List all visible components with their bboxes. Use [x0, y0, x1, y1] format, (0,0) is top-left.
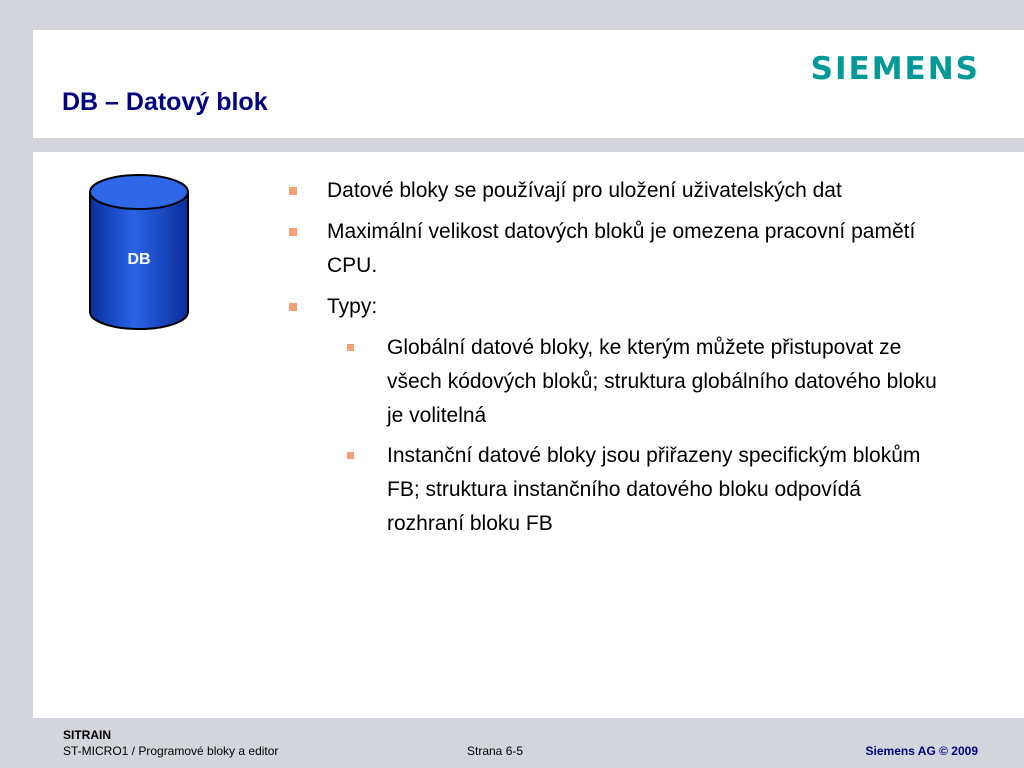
slide-footer: [33, 718, 1024, 768]
footer-copyright: Siemens AG © 2009: [865, 744, 978, 758]
square-bullet-icon: [347, 344, 354, 351]
sub-bullet-item: [283, 439, 943, 541]
bullet-text: Maximální velikost datových bloků je omezena pracovní pamětí CPU.: [327, 220, 916, 277]
square-bullet-icon: [289, 187, 297, 195]
sub-bullet-item: [283, 331, 943, 433]
square-bullet-icon: [289, 303, 297, 311]
database-cylinder-icon: [87, 172, 191, 332]
bullet-item: [283, 215, 943, 283]
square-bullet-icon: [347, 452, 354, 459]
bullet-item: [283, 290, 943, 324]
square-bullet-icon: [289, 228, 297, 236]
bullet-text: Typy:: [327, 295, 378, 318]
db-label: DB: [127, 251, 151, 268]
page-number: Strana 6-5: [467, 744, 524, 758]
sub-bullet-text: Globální datové bloky, ke kterým můžete přistupovat ze všech kódových bloků; struktura globálního datového bloku je volitelná: [387, 336, 937, 427]
siemens-logo: SIEMENS: [810, 51, 980, 87]
bullet-text: Datové bloky se používají pro uložení uživatelských dat: [327, 179, 842, 202]
slide-header: [33, 30, 1024, 138]
slide-title: DB – Datový blok: [62, 88, 268, 116]
footer-brand: SITRAIN: [63, 728, 111, 742]
bullet-list: [283, 174, 943, 547]
slide-body: [33, 152, 1024, 718]
bullet-item: [283, 174, 943, 208]
sub-bullet-text: Instanční datové bloky jsou přiřazeny specifickým blokům FB; struktura instančního datového bloku odpovídá rozhraní bloku FB: [387, 444, 921, 535]
footer-course: ST-MICRO1 / Programové bloky a editor: [63, 744, 279, 758]
